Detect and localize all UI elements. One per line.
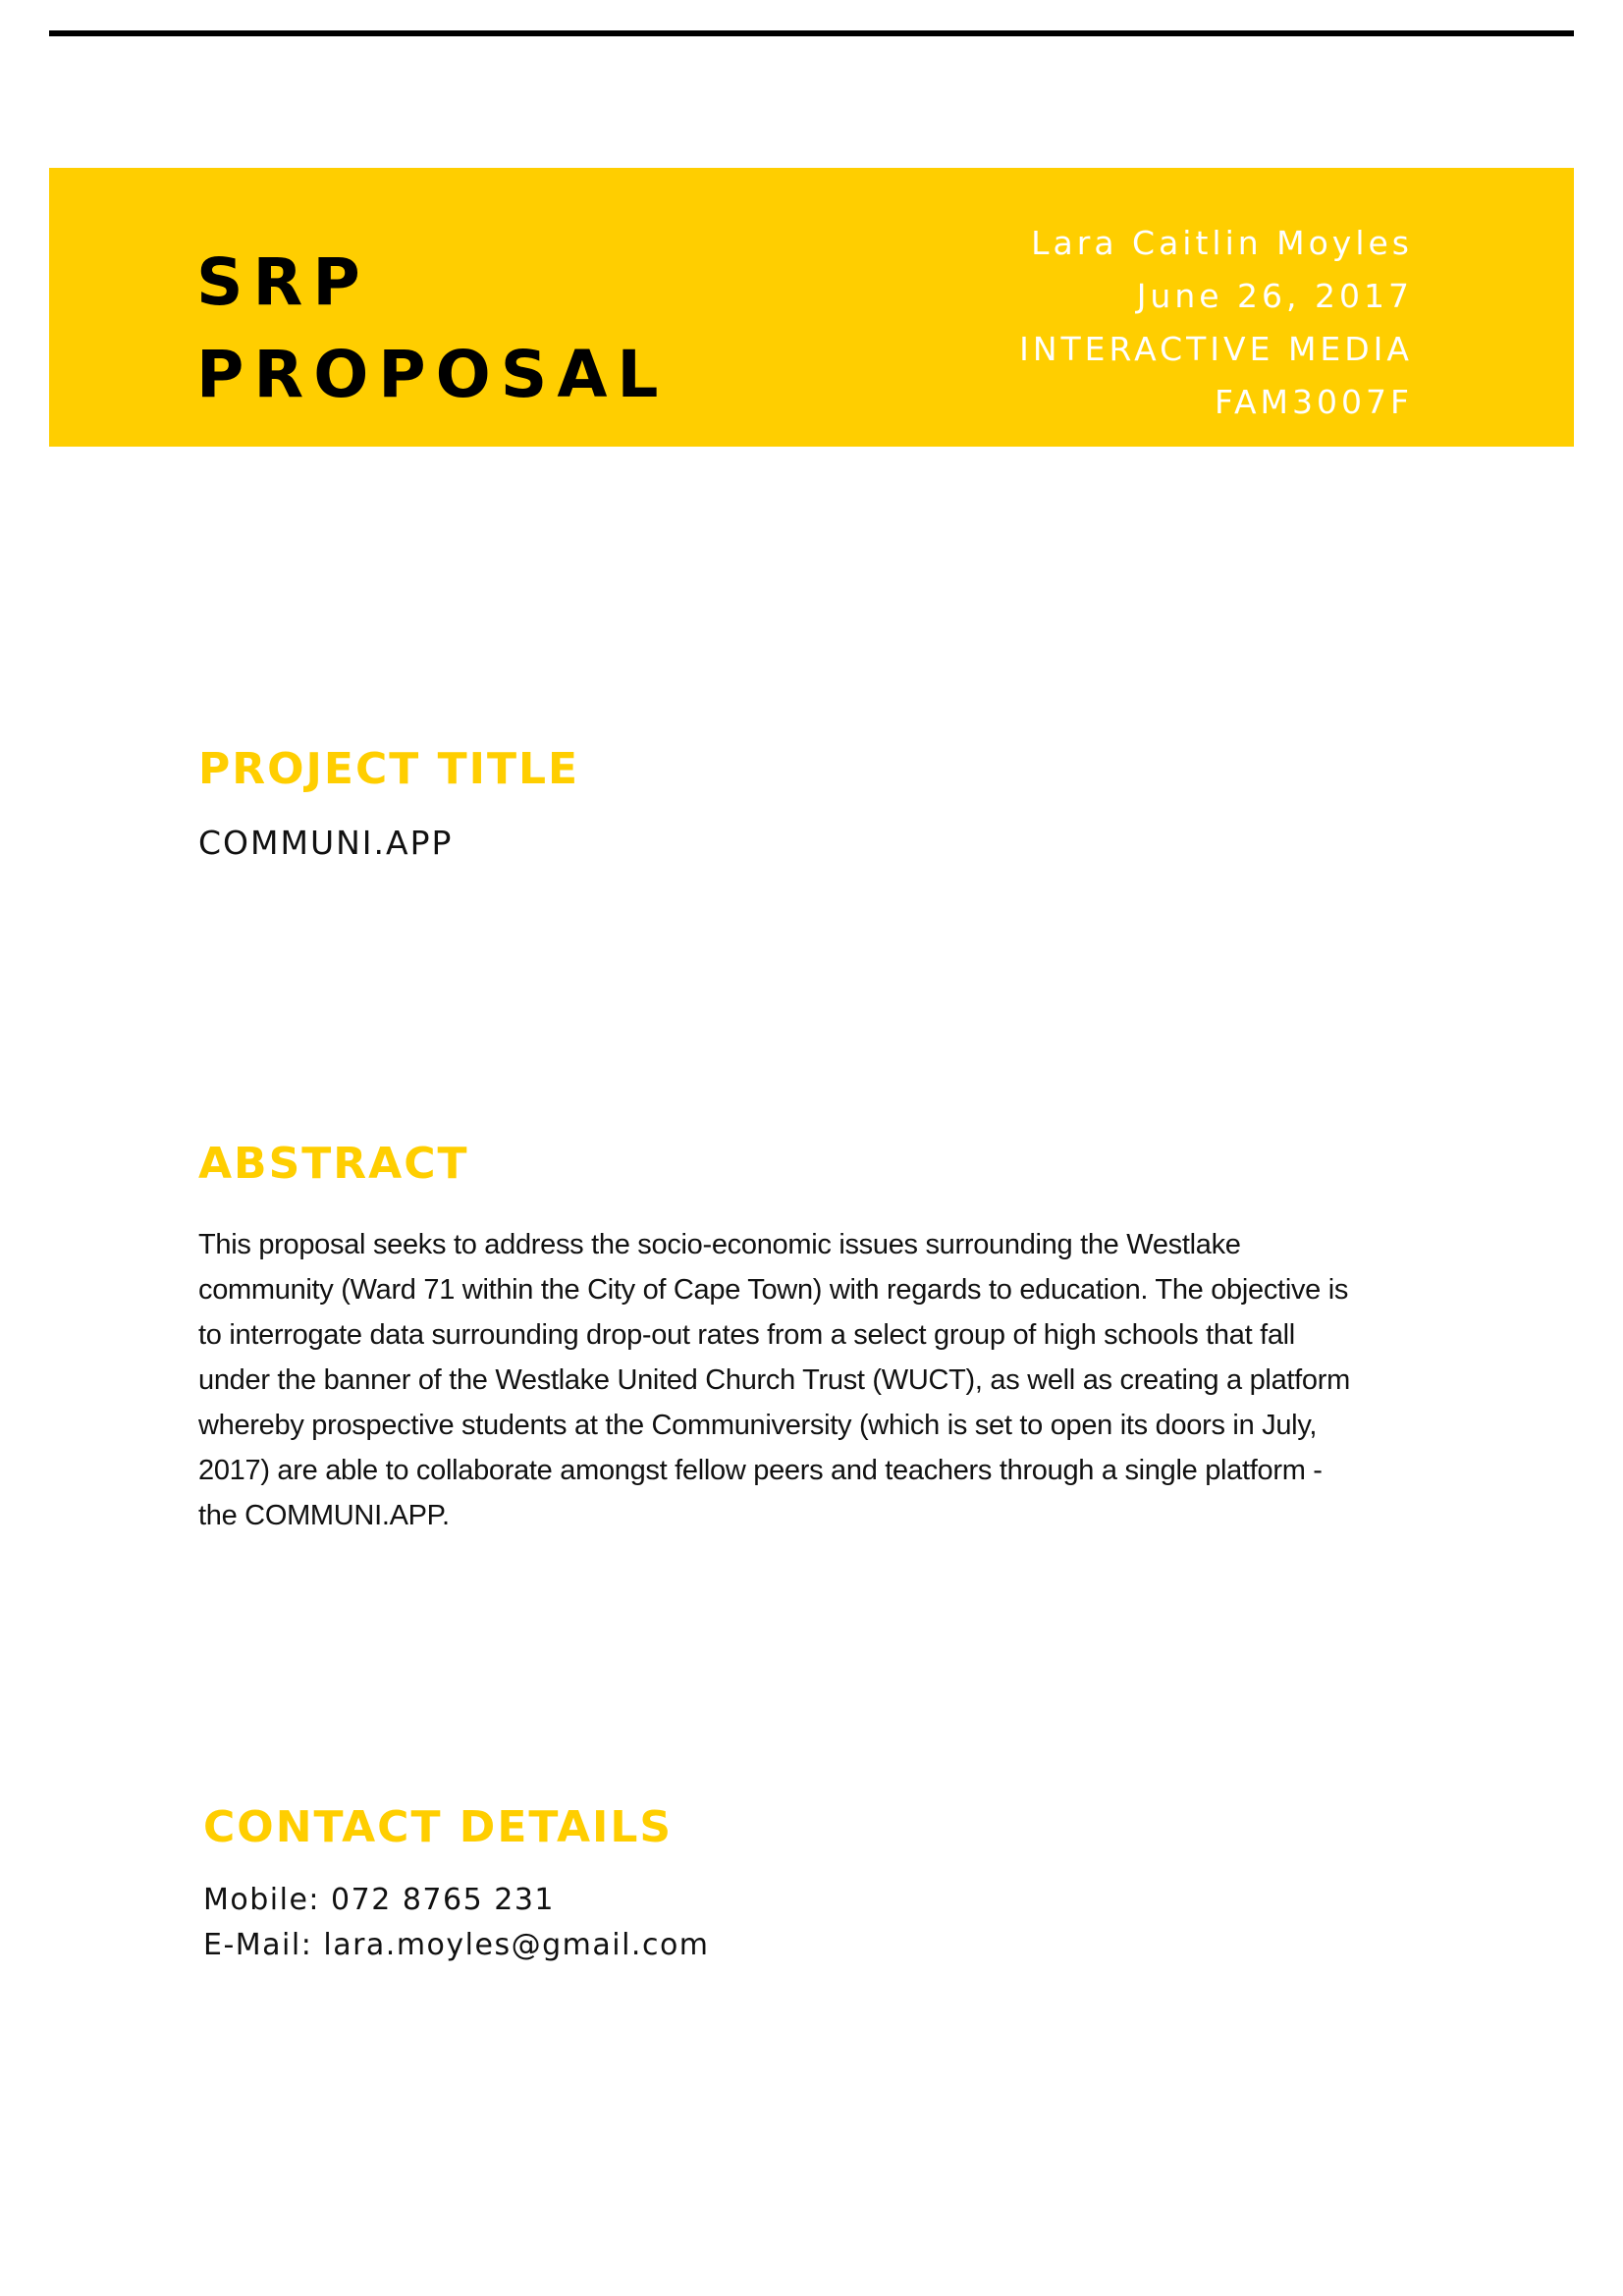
abstract-heading: ABSTRACT [198,1139,469,1189]
project-title-section [198,744,579,862]
abstract-section [198,1139,1357,1538]
header-meta [1019,217,1413,429]
course-code: FAM3007F [1215,383,1413,421]
title-line-1: SRP [196,244,370,320]
abstract-body: This proposal seeks to address the socio-economic issues surrounding the Westlake community (Ward 71 within the City of Cape Town) with regards to education. The objective is to interrogate data surrounding drop-out rates from a select group of high schools that fall under the banner of the Westlake United Church Trust (WUCT), as well as creating a platform whereby prospective students at the Communiversity (which is set to open its doors in July, 2017) are able to collaborate amongst fellow peers and teachers through a single platform - the COMMUNI.APP. [198,1229,1350,1531]
contact-lines [203,1878,710,1968]
contact-section [203,1802,710,1968]
project-title-value: COMMUNI.APP [198,824,454,862]
title-line-2: PROPOSAL [196,337,669,412]
author-name: Lara Caitlin Moyles [1031,224,1413,262]
contact-mobile: Mobile: 072 8765 231 [203,1883,555,1917]
header-banner [49,168,1574,447]
project-title-heading: PROJECT TITLE [198,744,580,794]
top-divider [49,30,1574,36]
document-title [196,237,668,421]
contact-email: E-Mail: lara.moyles@gmail.com [203,1928,710,1962]
document-date: June 26, 2017 [1136,277,1413,315]
contact-heading: CONTACT DETAILS [203,1802,674,1852]
department-name: INTERACTIVE MEDIA [1019,330,1413,368]
